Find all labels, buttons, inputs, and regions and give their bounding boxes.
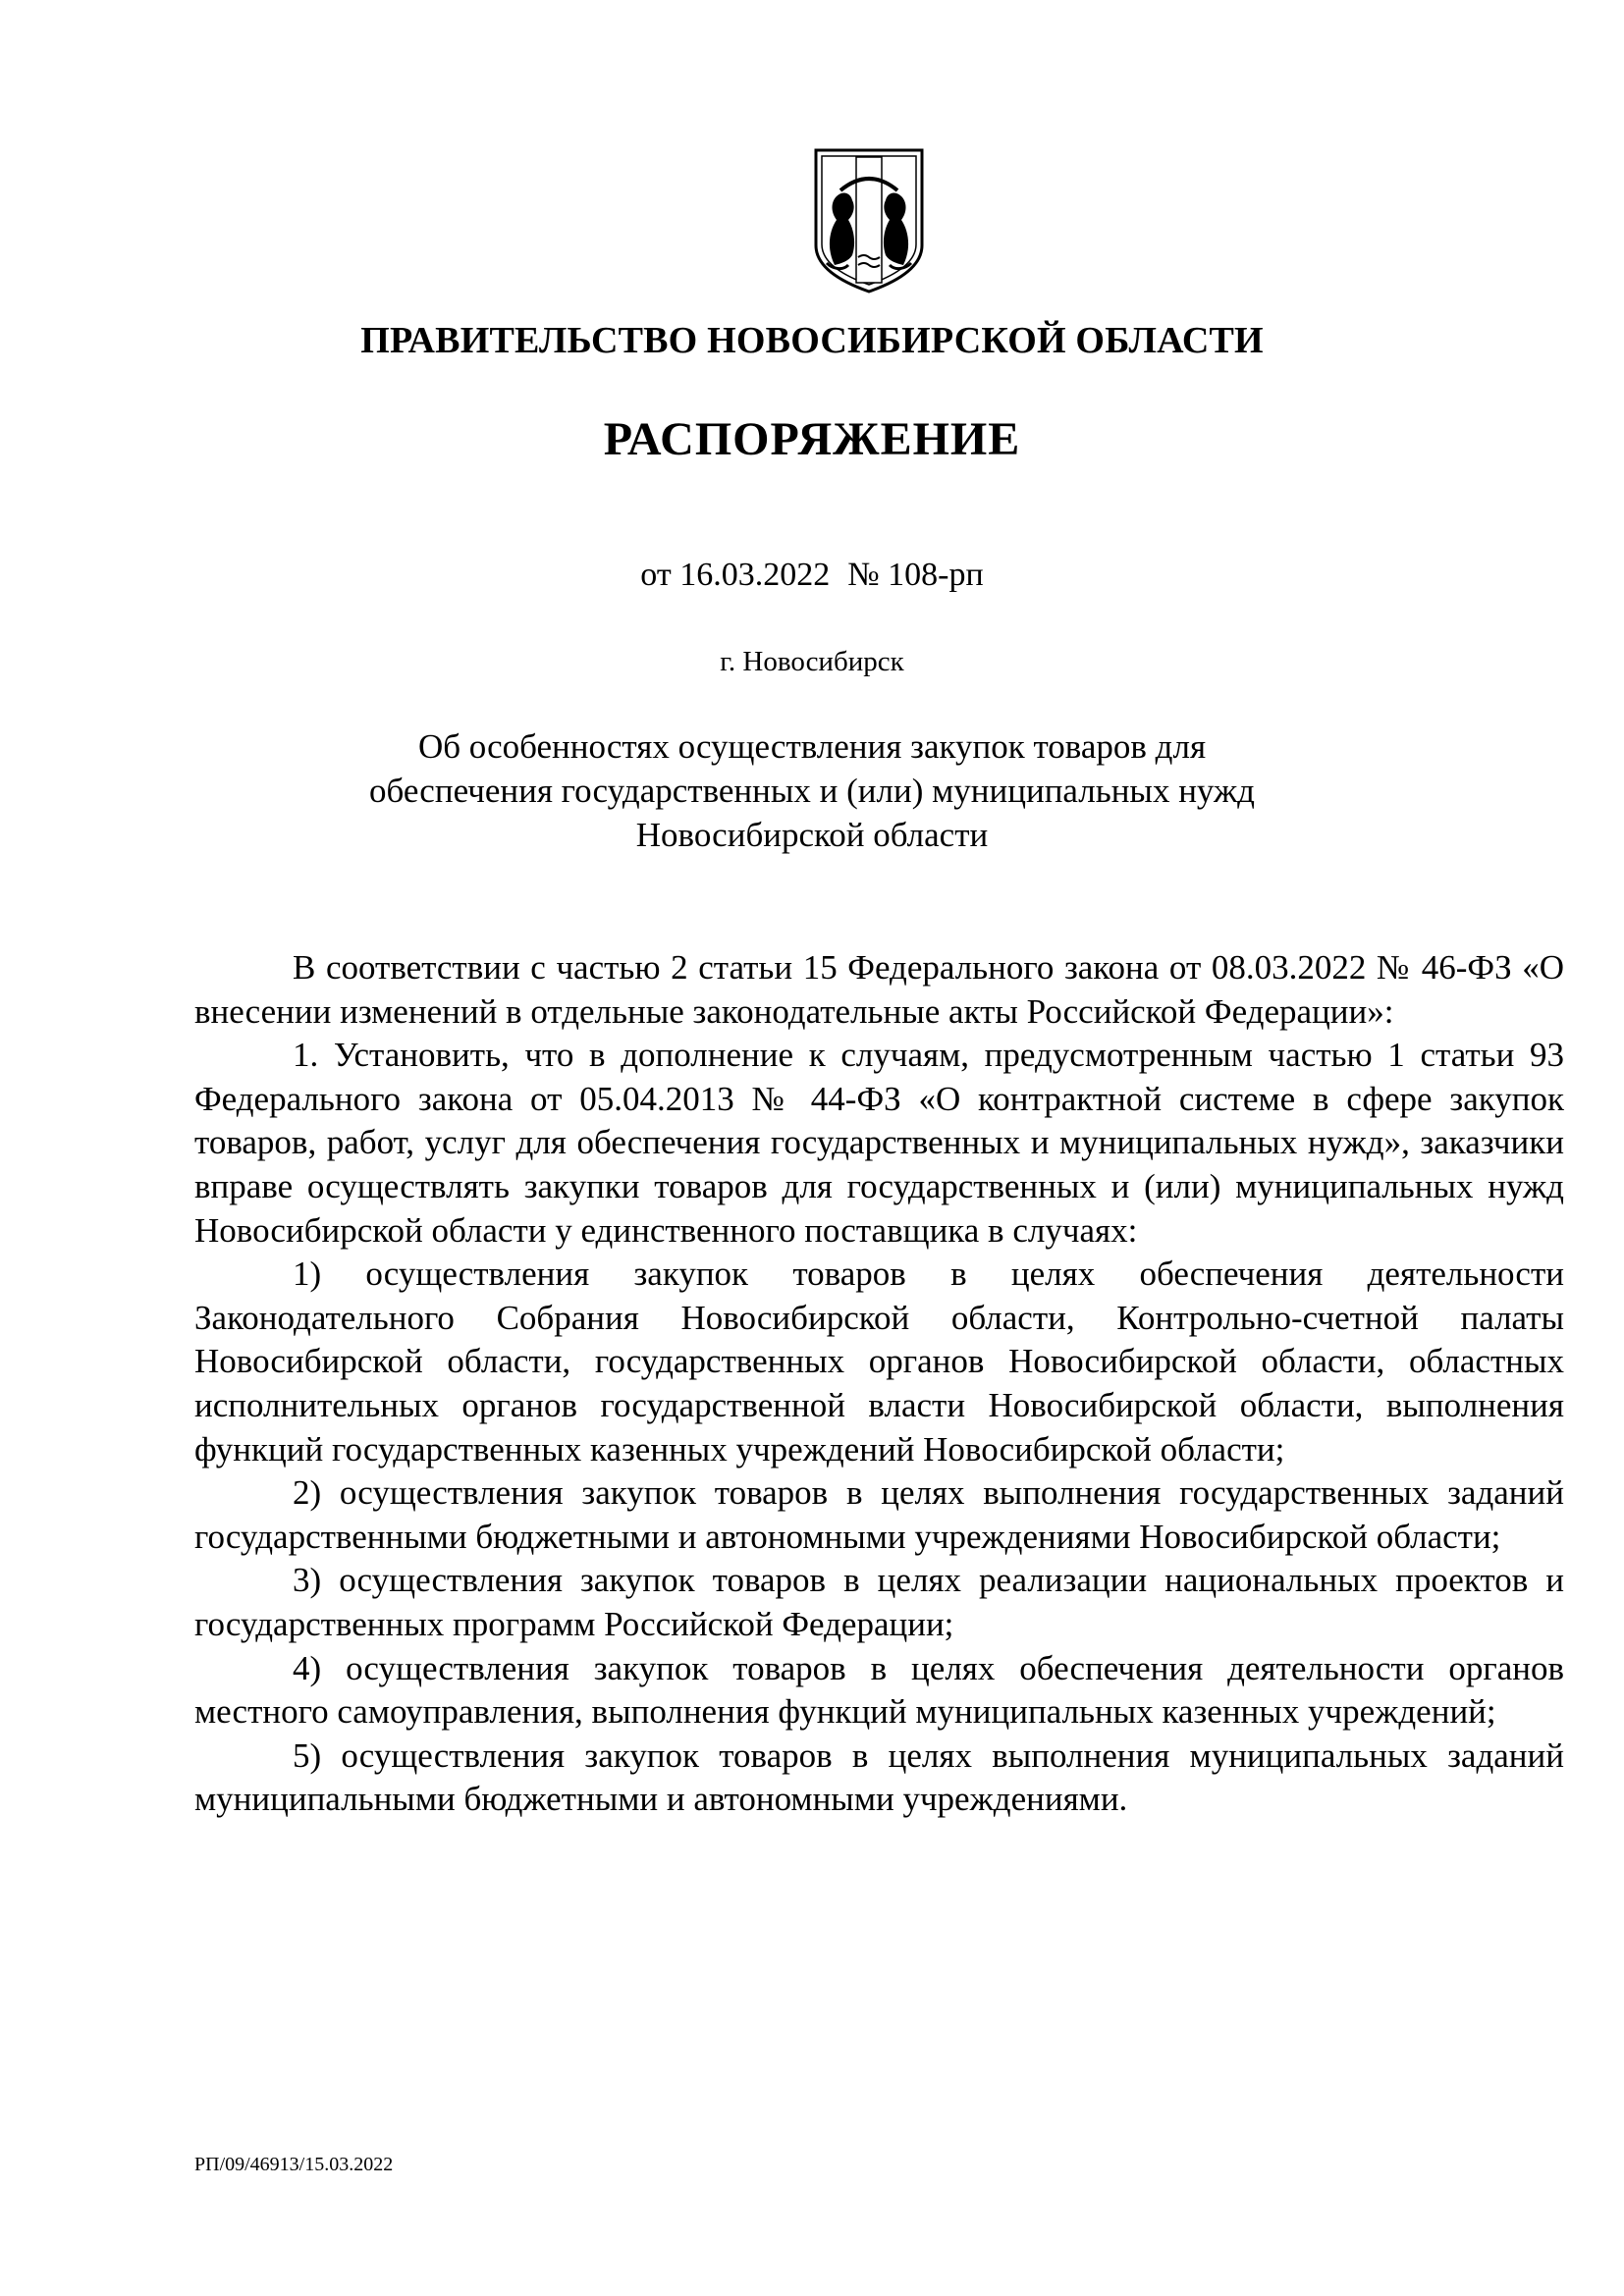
subitem-1: 1) осуществления закупок товаров в целях обеспечения деятельности Законодательного Собрания Новосибирской области, Контрольно-счетной палаты Новосибирской области, государственных органов Новосибирской области, областных исполнительных органов государственной власти Новосибирской области, выполнения функций государственных казенных учреждений Новосибирской области; (194, 1255, 1564, 1468)
subitem-2: 2) осуществления закупок товаров в целях выполнения государственных заданий государственными бюджетными и автономными учреждениями Новосибирской области; (194, 1473, 1564, 1556)
paragraph-preamble: В соответствии с частью 2 статьи 15 Федерального закона от 08.03.2022 № 46-ФЗ «О внесении изменений в отдельные законодательные акты Российской Федерации»: (194, 948, 1564, 1031)
title-line: Новосибирской области (635, 816, 989, 854)
subitem-3: 3) осуществления закупок товаров в целях реализации национальных проектов и государственных программ Российской Федерации; (194, 1561, 1564, 1643)
document-type: РАСПОРЯЖЕНИЕ (603, 413, 1021, 465)
authority-name: ПРАВИТЕЛЬСТВО НОВОСИБИРСКОЙ ОБЛАСТИ (360, 320, 1264, 361)
subitem-4: 4) осуществления закупок товаров в целях обеспечения деятельности органов местного самоуправления, выполнения функций муниципальных казенных учреждений; (194, 1648, 1564, 1732)
document-number: № 108-рп (847, 557, 984, 593)
paragraph-item-1: 1. Установить, что в дополнение к случаям, предусмотренным частью 1 статьи 93 Федерального закона от 05.04.2013 № 44-ФЗ «О контрактной системе в сфере закупок товаров, работ, услуг для обеспечения государственных и муниципальных нужд», заказчики вправе осуществлять закупки товаров для государственных и (или) муниципальных нужд Новосибирской области у единственного поставщика в случаях: (194, 1036, 1564, 1250)
title-line: Об особенностях осуществления закупок товаров для (417, 727, 1207, 766)
registration-code: РП/09/46913/15.03.2022 (194, 2154, 394, 2175)
document-date: от 16.03.2022 (640, 557, 831, 593)
coat-of-arms-icon (813, 147, 925, 294)
subitem-5: 5) осуществления закупок товаров в целях выполнения муниципальных заданий муниципальными бюджетными и автономными учреждениями. (194, 1735, 1564, 1819)
title-line: обеспечения государственных и (или) муниципальных нужд (369, 772, 1255, 810)
city-name: г. Новосибирск (720, 646, 904, 677)
date-number-line (0, 557, 1624, 594)
document-title (0, 724, 1624, 857)
document-body (194, 946, 1564, 1822)
